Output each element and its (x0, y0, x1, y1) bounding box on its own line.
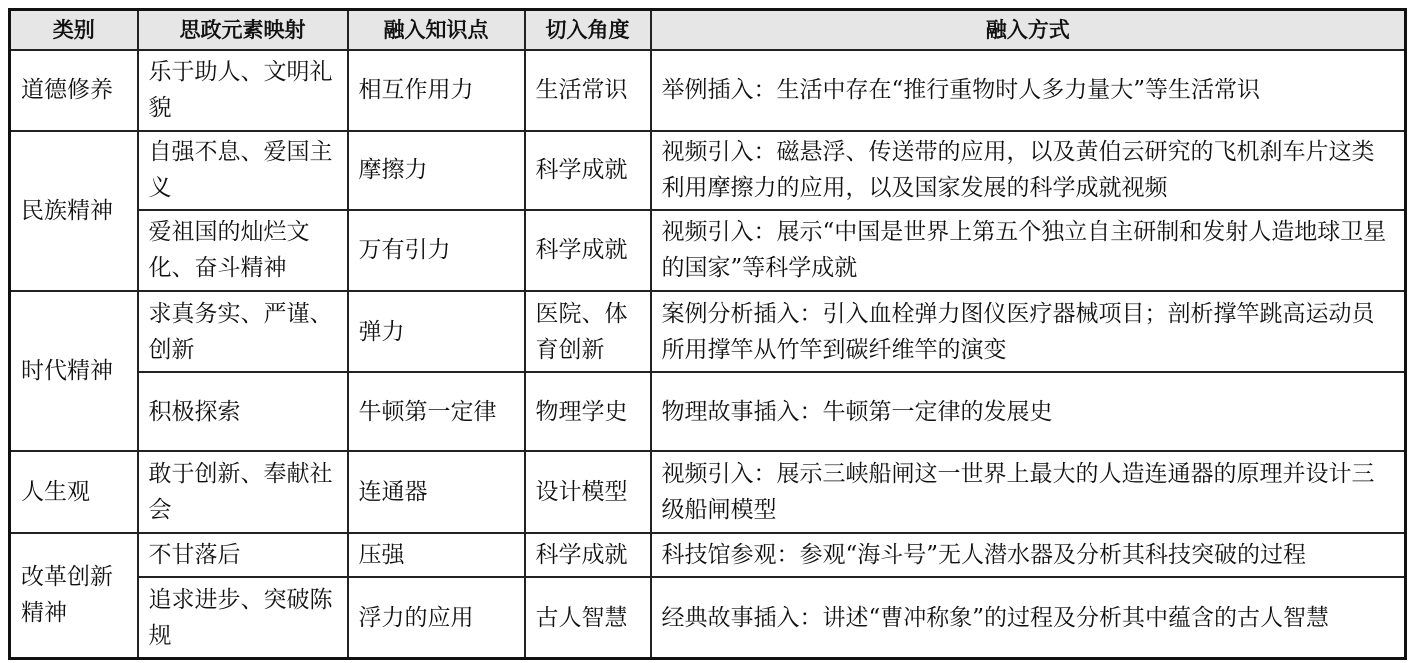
knowledge-point-cell: 弹力 (348, 291, 525, 372)
angle-cell: 科学成就 (525, 210, 651, 291)
category-cell: 时代精神 (10, 291, 138, 451)
element-cell: 乐于助人、文明礼貌 (138, 50, 348, 131)
category-cell: 道德修养 (10, 50, 138, 131)
knowledge-point-cell: 万有引力 (348, 210, 525, 291)
table-row (10, 50, 1406, 131)
method-cell: 经典故事插入：讲述“曹冲称象”的过程及分析其中蕴含的古人智慧 (651, 577, 1406, 658)
table-row (10, 577, 1406, 658)
category-cell: 民族精神 (10, 131, 138, 291)
header-method: 融入方式 (651, 10, 1406, 50)
knowledge-point-cell: 牛顿第一定律 (348, 372, 525, 451)
knowledge-point-cell: 摩擦力 (348, 131, 525, 210)
element-cell: 求真务实、严谨、创新 (138, 291, 348, 372)
angle-cell: 物理学史 (525, 372, 651, 451)
method-cell: 视频引入：磁悬浮、传送带的应用，以及黄伯云研究的飞机刹车片这类利用摩擦力的应用，以及国家发展的科学成就视频 (651, 131, 1406, 210)
header-category: 类别 (10, 10, 138, 50)
angle-cell: 医院、体育创新 (525, 291, 651, 372)
method-cell: 案例分析插入：引入血栓弹力图仪医疗器械项目；剖析撑竿跳高运动员所用撑竿从竹竿到碳纤维竿的演变 (651, 291, 1406, 372)
method-cell: 科技馆参观：参观“海斗号”无人潜水器及分析其科技突破的过程 (651, 533, 1406, 578)
element-cell: 自强不息、爱国主义 (138, 131, 348, 210)
ideology-integration-table (8, 8, 1407, 660)
angle-cell: 设计模型 (525, 451, 651, 532)
header-angle: 切入角度 (525, 10, 651, 50)
table-row (10, 451, 1406, 532)
method-cell: 视频引入：展示“中国是世界上第五个独立自主研制和发射人造地球卫星的国家”等科学成就 (651, 210, 1406, 291)
knowledge-point-cell: 压强 (348, 533, 525, 578)
method-cell: 举例插入：生活中存在“推行重物时人多力量大”等生活常识 (651, 50, 1406, 131)
table-header-row (10, 10, 1406, 50)
angle-cell: 科学成就 (525, 533, 651, 578)
knowledge-point-cell: 连通器 (348, 451, 525, 532)
table-row (10, 291, 1406, 372)
angle-cell: 科学成就 (525, 131, 651, 210)
element-cell: 敢于创新、奉献社会 (138, 451, 348, 532)
header-element: 思政元素映射 (138, 10, 348, 50)
method-cell: 视频引入：展示三峡船闸这一世界上最大的人造连通器的原理并设计三级船闸模型 (651, 451, 1406, 532)
header-knowledge-point: 融入知识点 (348, 10, 525, 50)
table-row (10, 372, 1406, 451)
element-cell: 爱祖国的灿烂文化、奋斗精神 (138, 210, 348, 291)
method-cell: 物理故事插入：牛顿第一定律的发展史 (651, 372, 1406, 451)
angle-cell: 古人智慧 (525, 577, 651, 658)
table-row (10, 533, 1406, 578)
element-cell: 积极探索 (138, 372, 348, 451)
angle-cell: 生活常识 (525, 50, 651, 131)
category-cell: 人生观 (10, 451, 138, 532)
knowledge-point-cell: 浮力的应用 (348, 577, 525, 658)
element-cell: 不甘落后 (138, 533, 348, 578)
knowledge-point-cell: 相互作用力 (348, 50, 525, 131)
element-cell: 追求进步、突破陈规 (138, 577, 348, 658)
table-row (10, 210, 1406, 291)
table-row (10, 131, 1406, 210)
category-cell: 改革创新精神 (10, 533, 138, 659)
